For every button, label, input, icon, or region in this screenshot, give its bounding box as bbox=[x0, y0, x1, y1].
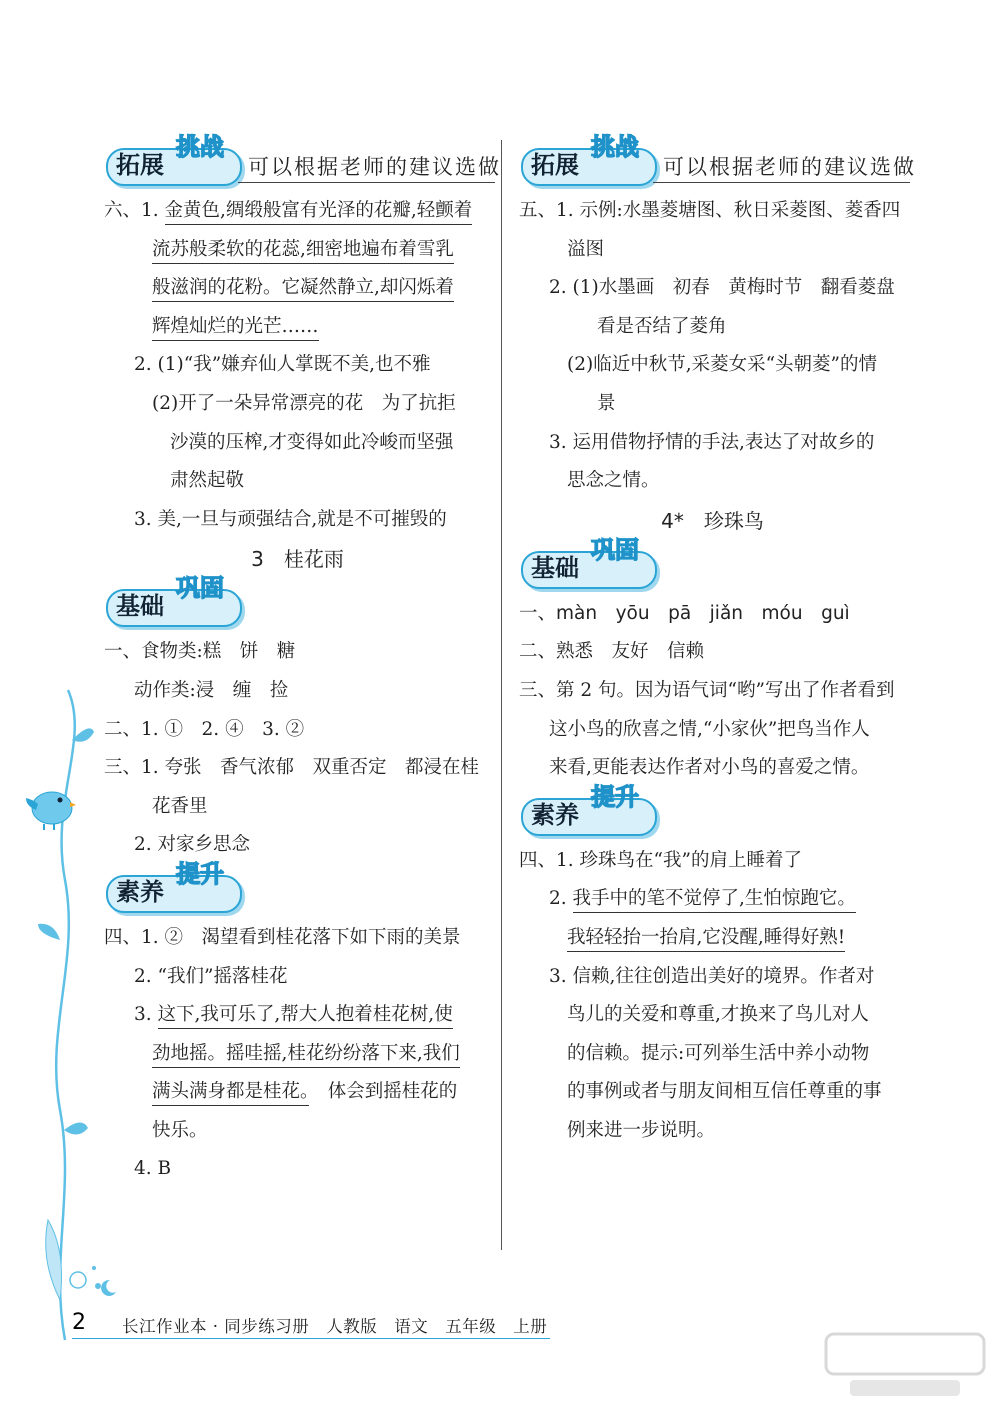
answer-line: 景 bbox=[597, 392, 616, 414]
answer-line: (2)开了一朵异常漂亮的花 为了抗拒 bbox=[152, 392, 456, 414]
answer-line: 我轻轻抬一抬肩,它没醒,睡得好熟! bbox=[515, 919, 910, 958]
badge-basic-consolidation: 基础 巩固 bbox=[100, 579, 495, 631]
answer-line: 4. B bbox=[134, 1158, 172, 1180]
answer-line: 3. 运用借物抒情的手法,表达了对故乡的 bbox=[549, 431, 875, 453]
answer-line: 一、食物类:糕 饼 糖 bbox=[104, 641, 296, 663]
answer-line: 来看,更能表达作者对小鸟的喜爱之情。 bbox=[549, 757, 870, 779]
moon-icon bbox=[98, 1278, 118, 1298]
answer-line: 三、第 2 句。因为语气词“哟”写出了作者看到 bbox=[519, 679, 895, 701]
lesson-title: 3 桂花雨 bbox=[251, 547, 344, 572]
badge-basic-consolidation: 基础 巩固 bbox=[515, 541, 910, 593]
answer-line: 花香里 bbox=[152, 795, 208, 817]
badge-literacy-improvement: 素养 提升 bbox=[100, 865, 495, 917]
answer-line: 的事例或者与朋友间相互信任尊重的事 bbox=[567, 1081, 882, 1103]
answer-line: (2)临近中秋节,采菱女采“头朝菱”的情 bbox=[567, 354, 878, 376]
basic-answers bbox=[515, 595, 910, 788]
answer-line: 四、1. 珍珠鸟在“我”的肩上睡着了 bbox=[519, 849, 802, 871]
optional-note: 可以根据老师的建议选做 bbox=[663, 155, 916, 179]
badge-literacy-improvement: 素养 提升 bbox=[515, 788, 910, 840]
badge-extension-challenge: 拓展 挑战 可以根据老师的建议选做 bbox=[515, 138, 910, 190]
bird-icon bbox=[24, 780, 76, 830]
section-five bbox=[515, 192, 910, 501]
answer-line: 看是否结了菱角 bbox=[597, 315, 727, 337]
answer-line: 快乐。 bbox=[152, 1119, 208, 1141]
improvement-answers bbox=[515, 842, 910, 1151]
answer-line: 2. 我手中的笔不觉停了,生怕惊跑它。 bbox=[515, 880, 910, 919]
answer-line: 五、1. 示例:水墨菱塘图、秋日采菱图、菱香四 bbox=[519, 200, 901, 221]
answer-line: 思念之情。 bbox=[567, 470, 660, 492]
answer-line: 3. 信赖,往往创造出美好的境界。作者对 bbox=[549, 965, 875, 987]
optional-note: 可以根据老师的建议选做 bbox=[248, 155, 501, 179]
answer-line: 辉煌灿烂的光芒…… bbox=[100, 308, 495, 347]
answer-line: 3. 这下,我可乐了,帮大人抱着桂花树,使 bbox=[100, 996, 495, 1035]
answer-line: 六、1. 金黄色,绸缎般富有光泽的花瓣,轻颤着 bbox=[100, 192, 495, 231]
improvement-answers bbox=[100, 919, 495, 1189]
answer-line: 动作类:浸 缠 捡 bbox=[134, 679, 289, 701]
answer-line: 般滋润的花粉。它凝然静立,却闪烁着 bbox=[100, 269, 495, 308]
answer-line: 3. 美,一旦与顽强结合,就是不可摧毁的 bbox=[134, 508, 447, 530]
answer-line: 沙漠的压榨,才变得如此冷峻而坚强 bbox=[170, 431, 454, 453]
page-number: 2 bbox=[72, 1310, 86, 1335]
answer-line: 四、1. ② 渴望看到桂花落下如下雨的美景 bbox=[104, 926, 461, 948]
answer-line: 满头满身都是桂花。 体会到摇桂花的 bbox=[100, 1073, 495, 1112]
answer-line: 2. 对家乡思念 bbox=[134, 834, 251, 856]
answer-line: 三、1. 夸张 香气浓郁 双重否定 都浸在桂 bbox=[104, 757, 480, 779]
answer-line: 流苏般柔软的花蕊,细密地遍布着雪乳 bbox=[100, 231, 495, 270]
answer-line: 2. (1)水墨画 初春 黄梅时节 翻看菱盘 bbox=[549, 277, 895, 299]
footer-book-info: 长江作业本 · 同步练习册 人教版 语文 五年级 上册 bbox=[122, 1317, 548, 1336]
right-column bbox=[515, 133, 916, 1150]
basic-answers bbox=[100, 633, 495, 865]
answer-line: 2. (1)“我”嫌弃仙人掌既不美,也不雅 bbox=[134, 354, 431, 376]
answer-line: 肃然起敬 bbox=[170, 470, 245, 492]
answer-line: 二、1. ① 2. ④ 3. ② bbox=[104, 718, 305, 740]
column-divider bbox=[501, 140, 502, 1250]
answer-line: 鸟儿的关爱和尊重,才换来了鸟儿对人 bbox=[567, 1004, 869, 1026]
answer-line: 这小鸟的欣喜之情,“小家伙”把鸟当作人 bbox=[549, 718, 870, 740]
answer-line: 一、màn yōu pā jiǎn móu guì bbox=[519, 602, 850, 624]
section-six bbox=[100, 192, 495, 539]
answer-line: 2. “我们”摇落桂花 bbox=[134, 965, 288, 987]
answer-line: 劲地摇。摇哇摇,桂花纷纷落下来,我们 bbox=[100, 1035, 495, 1074]
footer-rule bbox=[72, 1338, 550, 1339]
watermark-logo bbox=[820, 1330, 990, 1402]
answer-line: 溢图 bbox=[567, 238, 605, 260]
lesson-title: 4* 珍珠鸟 bbox=[661, 508, 764, 533]
answer-line: 的信赖。提示:可列举生活中养小动物 bbox=[567, 1042, 870, 1064]
left-column bbox=[100, 133, 501, 1189]
badge-extension-challenge: 拓展 挑战 可以根据老师的建议选做 bbox=[100, 138, 495, 190]
answer-line: 二、熟悉 友好 信赖 bbox=[519, 641, 705, 663]
answer-line: 例来进一步说明。 bbox=[567, 1119, 716, 1141]
